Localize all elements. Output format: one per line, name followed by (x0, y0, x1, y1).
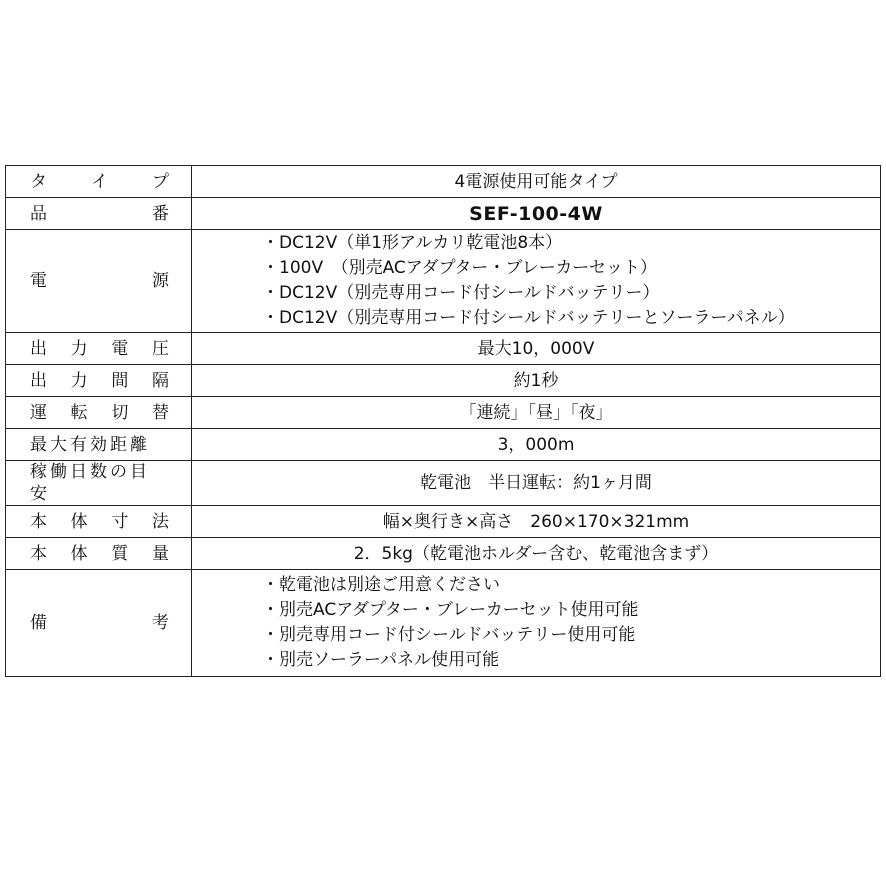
table-row-operating-days (6, 461, 881, 506)
row-label-type: タ イ プ (6, 166, 192, 198)
table-row-power-source (6, 230, 881, 333)
row-label-output-interval: 出 力 間 隔 (6, 365, 192, 397)
table-row-operation-mode (6, 397, 881, 429)
list-item: ・別売専用コード付シールドバッテリー使用可能 (262, 625, 636, 645)
row-label-max-distance: 最大有効距離 (6, 429, 192, 461)
row-value-dimensions: 幅×奥行き×高さ 260×170×321mm (192, 506, 881, 538)
row-value-type: 4電源使用可能タイプ (192, 166, 881, 198)
row-label-power-source: 電 源 (6, 230, 192, 333)
table-row-model-number (6, 198, 881, 230)
table-row-type (6, 166, 881, 198)
table-row-output-voltage (6, 333, 881, 365)
spec-table (5, 165, 881, 677)
table-row-max-distance (6, 429, 881, 461)
row-value-remarks (192, 570, 881, 677)
list-item: ・100V （別売ACアダプター・ブレーカーセット） (262, 258, 658, 278)
row-label-output-voltage: 出 力 電 圧 (6, 333, 192, 365)
row-label-operation-mode: 運 転 切 替 (6, 397, 192, 429)
row-value-operating-days: 乾電池 半日運転：約1ヶ月間 (192, 461, 881, 506)
row-value-max-distance: 3，000m (192, 429, 881, 461)
list-item: ・DC12V（別売専用コード付シールドバッテリーとソーラーパネル） (262, 308, 795, 328)
table-row-output-interval (6, 365, 881, 397)
list-item: ・別売ソーラーパネル使用可能 (262, 650, 500, 670)
list-item: ・別売ACアダプター・ブレーカーセット使用可能 (262, 600, 639, 620)
row-value-output-interval: 約1秒 (192, 365, 881, 397)
list-item: ・乾電池は別途ご用意ください (262, 575, 500, 595)
list-item: ・DC12V（別売専用コード付シールドバッテリー） (262, 283, 660, 303)
row-value-output-voltage: 最大10，000V (192, 333, 881, 365)
row-label-weight: 本 体 質 量 (6, 538, 192, 570)
row-value-model-number: SEF-100-4W (192, 198, 881, 230)
row-label-operating-days: 稼働日数の目安 (6, 461, 192, 506)
row-value-operation-mode: 「連続」「昼」「夜」 (192, 397, 881, 429)
table-row-remarks (6, 570, 881, 677)
row-value-weight: 2．5kg（乾電池ホルダー含む、乾電池含まず） (192, 538, 881, 570)
list-item: ・DC12V（単1形アルカリ乾電池8本） (262, 233, 563, 253)
table-row-dimensions (6, 506, 881, 538)
table-row-weight (6, 538, 881, 570)
row-label-model-number: 品 番 (6, 198, 192, 230)
row-value-power-source (192, 230, 881, 333)
row-label-dimensions: 本 体 寸 法 (6, 506, 192, 538)
row-label-remarks: 備 考 (6, 570, 192, 677)
